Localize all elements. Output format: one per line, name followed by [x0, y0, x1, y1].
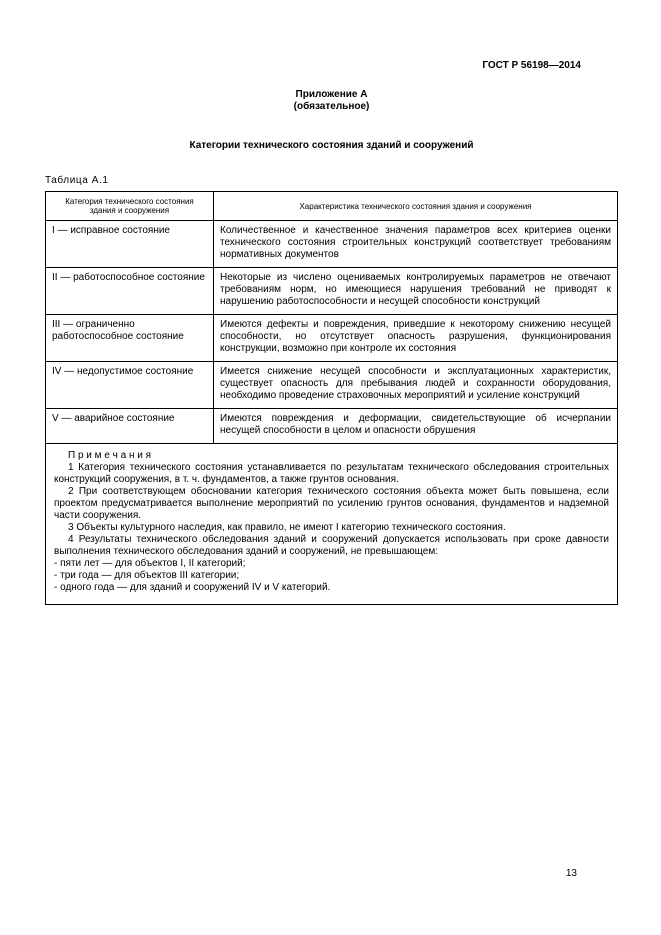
table-row	[46, 362, 618, 409]
note-subitem: - три года — для объектов III категории;	[54, 570, 240, 581]
category-cell: III — ограниченно работоспособное состояние	[46, 315, 214, 362]
category-cell: V — аварийное состояние	[46, 409, 214, 444]
category-cell: II — работоспособное состояние	[46, 268, 214, 315]
table-label: Таблица А.1	[45, 175, 109, 186]
description-cell: Количественное и качественное значения параметров всех критериев оценки технического состояния строительных конструкций соответствует требованиям нормативных документов	[214, 221, 618, 268]
note-subitem: - одного года — для зданий и сооружений IV и V категорий.	[54, 582, 331, 593]
note-item: 4 Результаты технического обследования зданий и сооружений допускается использовать при сроке давности выполнения технического обследования зданий и сооружений, не превышающем:	[54, 534, 609, 557]
category-cell: IV — недопустимое состояние	[46, 362, 214, 409]
document-page	[45, 0, 618, 605]
description-cell: Имеются повреждения и деформации, свидетельствующие об исчерпании несущей способности в целом и опасности обрушения	[214, 409, 618, 444]
note-item: 2 При соответствующем обосновании категория технического состояния объекта может быть повышена, если проектом предусматривается выполнение мероприятий по усилению грунтов основания, фундаментов и надземной части сооружения.	[54, 486, 609, 521]
note-item: 3 Объекты культурного наследия, как правило, не имеют I категорию технического состояния.	[68, 522, 506, 533]
column-header-category: Категория технического состояния здания и сооружения	[46, 192, 214, 221]
note-subitem: - пяти лет — для объектов I, II категорий;	[54, 558, 246, 569]
description-cell: Имеются дефекты и повреждения, приведшие к некоторому снижению несущей способности, но отсутствует опасность разрушения, функционирования конструкции, возможно при контроле их состояния	[214, 315, 618, 362]
note-item: 1 Категория технического состояния устанавливается по результатам технического обследования строительных конструкций сооружения, в т. ч. фундаментов, а также грунтов основания.	[54, 462, 609, 485]
section-title: Категории технического состояния зданий и сооружений	[189, 140, 474, 151]
column-header-characteristic: Характеристика технического состояния здания и сооружения	[214, 192, 618, 221]
appendix-subtitle: (обязательное)	[293, 101, 370, 112]
notes-title: П р и м е ч а н и я	[68, 450, 152, 461]
page-number: 13	[565, 868, 577, 879]
table-header-row	[46, 192, 618, 221]
table-row	[46, 409, 618, 444]
table-row	[46, 315, 618, 362]
appendix-title: Приложение А	[295, 89, 368, 100]
category-cell: I — исправное состояние	[46, 221, 214, 268]
notes-row	[46, 444, 618, 605]
table-row	[46, 221, 618, 268]
notes-block	[46, 444, 618, 605]
description-cell: Некоторые из числено оцениваемых контролируемых параметров не отвечают требованиям норм, но имеющиеся нарушения требований не приводят к нарушению работоспособности и несущей способности конструкций	[214, 268, 618, 315]
description-cell: Имеется снижение несущей способности и эксплуатационных характеристик, существует опасность для пребывания людей и сохранности оборудования, необходимо проведение страховочных мероприятий и усиление конструкций	[214, 362, 618, 409]
categories-table	[45, 191, 618, 605]
table-row	[46, 268, 618, 315]
document-code: ГОСТ Р 56198—2014	[482, 60, 581, 71]
